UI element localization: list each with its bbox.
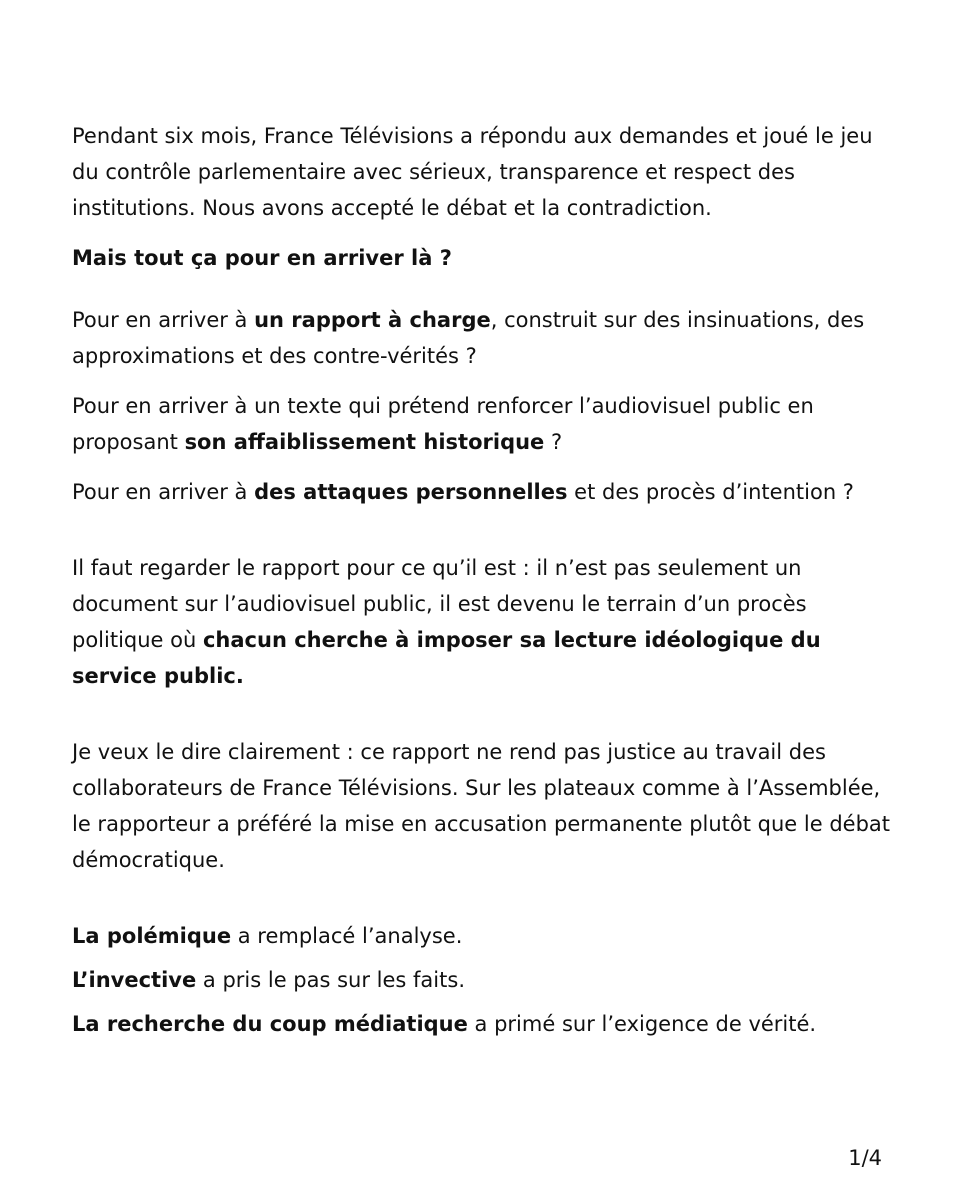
line2-post: a pris le pas sur les faits. [196, 968, 465, 992]
q3-pre: Pour en arriver à [72, 480, 255, 504]
question-2 [72, 388, 902, 460]
para3-text: Je veux le dire clairement : ce rapport ne rend pas justice au travail des collaborateurs de France Télévisions. Sur les plateaux comme à l’Assemblée, le rapporteur a préféré la mise en accusation permanente plutôt que le débat démocratique. [72, 740, 891, 872]
q1-pre: Pour en arriver à [72, 308, 255, 332]
closing-line-2 [72, 962, 902, 998]
question-3 [72, 474, 902, 510]
q2-post: ? [544, 430, 563, 454]
para2-pre: Il faut regarder le rapport pour ce qu’il est : il n’est pas seulement un document sur l’audiovisuel public, il est devenu le terrain d’un procès politique où [72, 556, 807, 652]
question-1 [72, 302, 902, 374]
q1-bold: un rapport à charge [254, 308, 491, 332]
q1-post: , construit sur des insinuations, des approximations et des contre-vérités ? [72, 308, 865, 368]
paragraph-2 [72, 550, 902, 694]
q2-pre: Pour en arriver à un texte qui prétend renforcer l’audiovisuel public en proposant [72, 394, 814, 454]
intro-paragraph [72, 118, 902, 226]
question-heading [72, 240, 902, 276]
line3-bold: La recherche du coup médiatique [72, 1012, 468, 1036]
closing-line-3 [72, 1006, 902, 1042]
document-body [72, 118, 902, 1042]
line1-post: a remplacé l’analyse. [231, 924, 463, 948]
closing-line-1 [72, 918, 902, 954]
paragraph-3 [72, 734, 902, 878]
q3-bold: des attaques personnelles [254, 480, 568, 504]
intro-text: Pendant six mois, France Télévisions a répondu aux demandes et joué le jeu du contrôle parlementaire avec sérieux, transparence et respect des institutions. Nous avons accepté le débat et la contradiction. [72, 124, 873, 220]
line2-bold: L’invective [72, 968, 197, 992]
q2-bold: son affaiblissement historique [184, 430, 545, 454]
line1-bold: La polémique [72, 924, 232, 948]
q3-post: et des procès d’intention ? [567, 480, 854, 504]
line3-post: a primé sur l’exigence de vérité. [467, 1012, 817, 1036]
question-bold: Mais tout ça pour en arriver là ? [72, 246, 452, 270]
para2-bold: chacun cherche à imposer sa lecture idéologique du service public. [72, 628, 821, 688]
page-number: 1/4 [848, 1146, 882, 1170]
